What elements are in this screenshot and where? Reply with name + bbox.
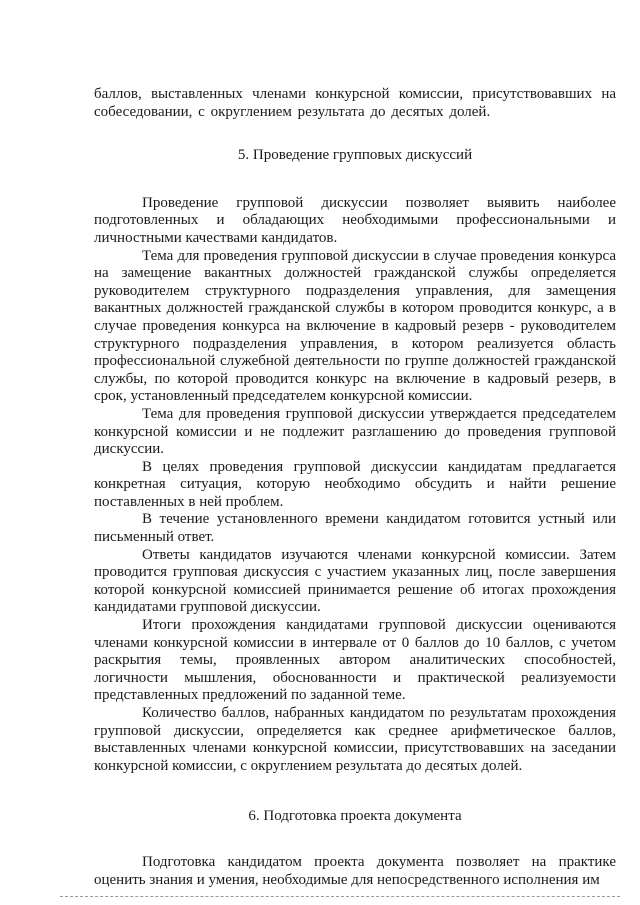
section-6-title: 6. Подготовка проекта документа xyxy=(248,808,462,825)
section-6-paragraph-1: Подготовка кандидатом проекта документа позволяет на практике оценить знания и умения, необходимые для непосредственного исполнения им xyxy=(94,853,616,888)
document-body xyxy=(94,86,616,889)
section-5-paragraph-6: Ответы кандидатов изучаются членами конкурсной комиссии. Затем проводится групповая дискуссия с участием указанных лиц, после завершения которой конкурсной комиссией принимается решение об итогах прохождения кандидатами групповой дискуссии. xyxy=(94,546,616,616)
page-bottom-rule xyxy=(60,896,620,897)
section-5-paragraph-2: Тема для проведения групповой дискуссии в случае проведения конкурса на замещение вакантных должностей гражданской службы определяется руководителем структурного подразделения управления, для замещения вакантных должностей гражданской службы в котором проводится конкурс, а в случае проведения конкурса на включение в кадровый резерв - руководителем структурного подразделения управления, в котором реализуется область профессиональной служебной деятельности по группе должностей гражданской службы, по которой проводится конкурс на включение в кадровый резерв, в срок, установленный председателем конкурсной комиссии. xyxy=(94,247,616,405)
section-5-paragraph-3: Тема для проведения групповой дискуссии утверждается председателем конкурсной комиссии и не подлежит разглашению до проведения групповой дискуссии. xyxy=(94,405,616,458)
paragraph-continuation: баллов, выставленных членами конкурсной комиссии, присутствовавших на собеседовании, с округлением результата до десятых долей. xyxy=(94,86,616,120)
section-5-paragraph-8: Количество баллов, набранных кандидатом по результатам прохождения групповой дискуссии, определяется как среднее арифметическое баллов, выставленных членами конкурсной комиссии, присутствовавших на заседании конкурсной комиссии, с округлением результата до десятых долей. xyxy=(94,705,616,774)
section-5-paragraph-4: В целях проведения групповой дискуссии кандидатам предлагается конкретная ситуация, которую необходимо обсудить и найти решение поставленных в ней проблем. xyxy=(94,458,616,510)
section-5-paragraph-5: В течение установленного времени кандидатом готовится устный или письменный ответ. xyxy=(94,511,616,546)
section-5-title: 5. Проведение групповых дискуссий xyxy=(237,147,473,164)
section-5-paragraph-7: Итоги прохождения кандидатами групповой дискуссии оцениваются членами конкурсной комиссии в интервале от 0 баллов до 10 баллов, с учетом раскрытия темы, проявленных автором аналитических способностей, логичности мышления, обоснованности и практической реализуемости представленных предложений по заданной теме. xyxy=(94,617,616,704)
section-5-paragraph-1: Проведение групповой дискуссии позволяет выявить наиболее подготовленных и обладающих необходимыми профессиональными и личностными качествами кандидатов. xyxy=(94,194,616,246)
